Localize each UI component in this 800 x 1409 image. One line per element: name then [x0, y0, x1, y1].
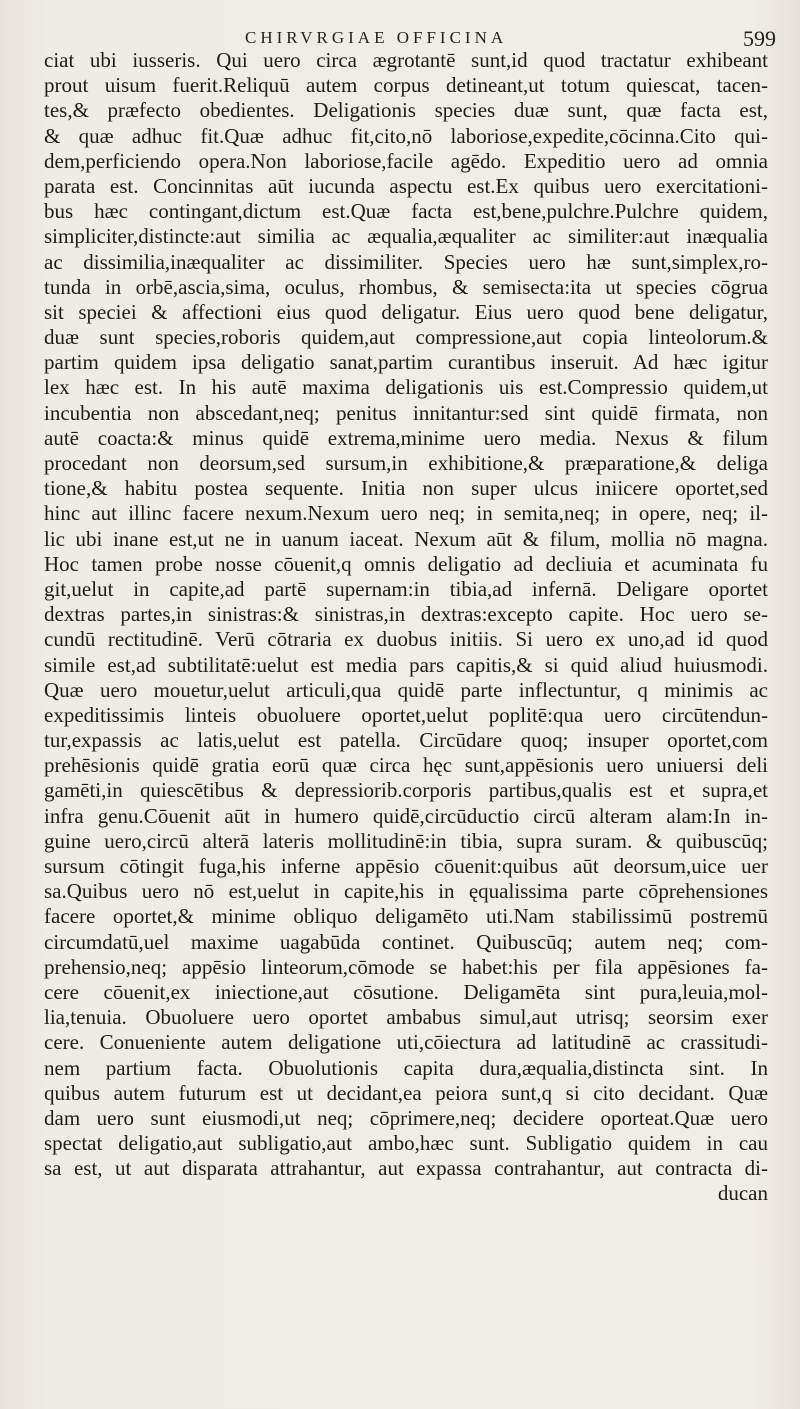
text-line: tione,& habitu postea sequente. Initia non super ulcus iniicere oportet,sed	[44, 476, 768, 501]
page-number: 599	[743, 26, 776, 51]
text-line: bus hæc contingant,dictum est.Quæ facta est,bene,pulchre.Pulchre quidem,	[44, 199, 768, 224]
text-line: simpliciter,distincte:aut similia ac æqualia,æqualiter ac similiter:aut inæqualia	[44, 224, 768, 249]
text-line: facere oportet,& minime obliquo deligamēto uti.Nam stabilissimū postremū	[44, 904, 768, 929]
text-line: partim quidem ipsa deligatio sanat,partim curantibus inseruit. Ad hæc igitur	[44, 350, 768, 375]
text-line: lex hæc est. In his autē maxima deligationis uis est.Compressio quidem,ut	[44, 375, 768, 400]
text-line: duæ sunt species,roboris quidem,aut compressione,aut copia linteolorum.&	[44, 325, 768, 350]
text-line: dem,perficiendo opera.Non laboriose,facile agēdo. Expeditio uero ad omnia	[44, 148, 768, 173]
text-line: quibus autem futurum est ut decidant,ea peiora sunt,q si cito decidant. Quæ	[44, 1080, 768, 1105]
text-line: tunda in orbē,ascia,sima, oculus, rhombus, & semisecta:ita ut species cōgrua	[44, 274, 768, 299]
text-line: spectat deligatio,aut subligatio,aut ambo,hæc sunt. Subligatio quidem in cau	[44, 1131, 768, 1156]
body-text	[44, 48, 768, 1207]
text-line: & quæ adhuc fit.Quæ adhuc fit,cito,nō laboriose,expedite,cōcinna.Cito qui-	[44, 123, 768, 148]
text-line: expeditissimis linteis obuoluere oportet,uelut poplitē:qua uero circūtendun-	[44, 702, 768, 727]
text-line: Hoc tamen probe nosse cōuenit,q omnis deligatio ad decliuia et acuminata fu	[44, 551, 768, 576]
text-line: cere cōuenit,ex iniectione,aut cōsutione. Deligamēta sint pura,leuia,mol-	[44, 979, 768, 1004]
text-line: tes,& præfecto obedientes. Deligationis species duæ sunt, quæ facta est,	[44, 98, 768, 123]
text-line: nem partium facta. Obuolutionis capita dura,æqualia,distincta sint. In	[44, 1055, 768, 1080]
text-line: prehensio,neq; appēsio linteorum,cōmode se habet:his per fila appēsiones fa-	[44, 954, 768, 979]
text-line: parata est. Concinnitas aūt iucunda aspectu est.Ex quibus uero exercitationi-	[44, 173, 768, 198]
text-line: procedant non deorsum,sed sursum,in exhibitione,& præparatione,& deliga	[44, 451, 768, 475]
text-line: git,uelut in capite,ad partē supernam:in tibia,ad infernā. Deligare oportet	[44, 576, 768, 601]
text-line: ac dissimilia,inæqualiter ac dissimiliter. Species uero hæ sunt,simplex,ro-	[44, 249, 768, 274]
text-line: dextras partes,in sinistras:& sinistras,in dextras:excepto capite. Hoc uero se-	[44, 602, 768, 627]
text-line: sa est, ut aut disparata attrahantur, aut expassa contrahantur, aut contracta di-	[44, 1156, 768, 1181]
text-line: ducan	[717, 1181, 768, 1206]
text-line: sursum cōtingit fuga,his inferne appēsio cōuenit:quibus aūt deorsum,uice uer	[44, 854, 768, 878]
text-line: simile est,ad subtilitatē:uelut est media pars capitis,& si quid aliud huiusmodi.	[44, 652, 768, 677]
text-line: gamēti,in quiescētibus & depressiorib.corporis partibus,qualis est et supra,et	[44, 778, 768, 803]
text-line: cere. Conueniente autem deligatione uti,cōiectura ad latitudinē ac crassitudi-	[44, 1030, 768, 1055]
text-line: ciat ubi iusseris. Qui uero circa ægrotantē sunt,id quod tractatur exhibeant	[44, 48, 768, 72]
text-line: sit speciei & affectioni eius quod deligatur. Eius uero quod bene deligatur,	[44, 299, 768, 324]
text-line: dam uero sunt eiusmodi,ut neq; cōprimere,neq; decidere oporteat.Quæ uero	[44, 1105, 768, 1130]
text-line: lic ubi inane est,ut ne in uanum iaceat. Nexum aūt & filum, mollia nō magna.	[44, 526, 768, 551]
text-line: incubentia non abscedant,neq; penitus innitantur:sed sint quidē firmata, non	[44, 400, 768, 425]
running-title: CHIRVRGIAE OFFICINA	[245, 28, 508, 47]
text-line: lia,tenuia. Obuoluere uero oportet ambabus simul,aut utrisq; seorsim exer	[44, 1005, 768, 1030]
text-line: sa.Quibus uero nō est,uelut in capite,his in ęqualissima parte cōprehensiones	[44, 879, 768, 904]
text-line: tur,expassis ac latis,uelut est patella. Circūdare quoq; insuper oportet,com	[44, 728, 768, 753]
text-line: Quæ uero mouetur,uelut articuli,qua quidē parte inflectuntur, q minimis ac	[44, 677, 768, 702]
text-line: infra genu.Cōuenit aūt in humero quidē,circūductio circū alteram alam:In in-	[44, 803, 768, 828]
text-line: prehēsionis quidē gratia eorū quæ circa hęc sunt,appēsionis uero uniuersi deli	[44, 753, 768, 778]
text-line: prout uisum fuerit.Reliquū autem corpus detineant,ut totum quiescat, tacen-	[44, 73, 768, 98]
text-line: autē coacta:& minus quidē extrema,minime uero media. Nexus & filum	[44, 425, 768, 450]
text-line: guine uero,circū alterā lateris mollitudinē:in tibia, supra suram. & quibuscūq;	[44, 828, 768, 853]
text-line: circumdatū,uel maxime uagabūda continet. Quibuscūq; autem neq; com-	[44, 929, 768, 954]
text-line: cundū rectitudinē. Verū cōtraria ex duobus initiis. Si uero ex uno,ad id quod	[44, 627, 768, 652]
text-line: hinc aut illinc facere nexum.Nexum uero neq; in semita,neq; in opere, neq; il-	[44, 501, 768, 526]
